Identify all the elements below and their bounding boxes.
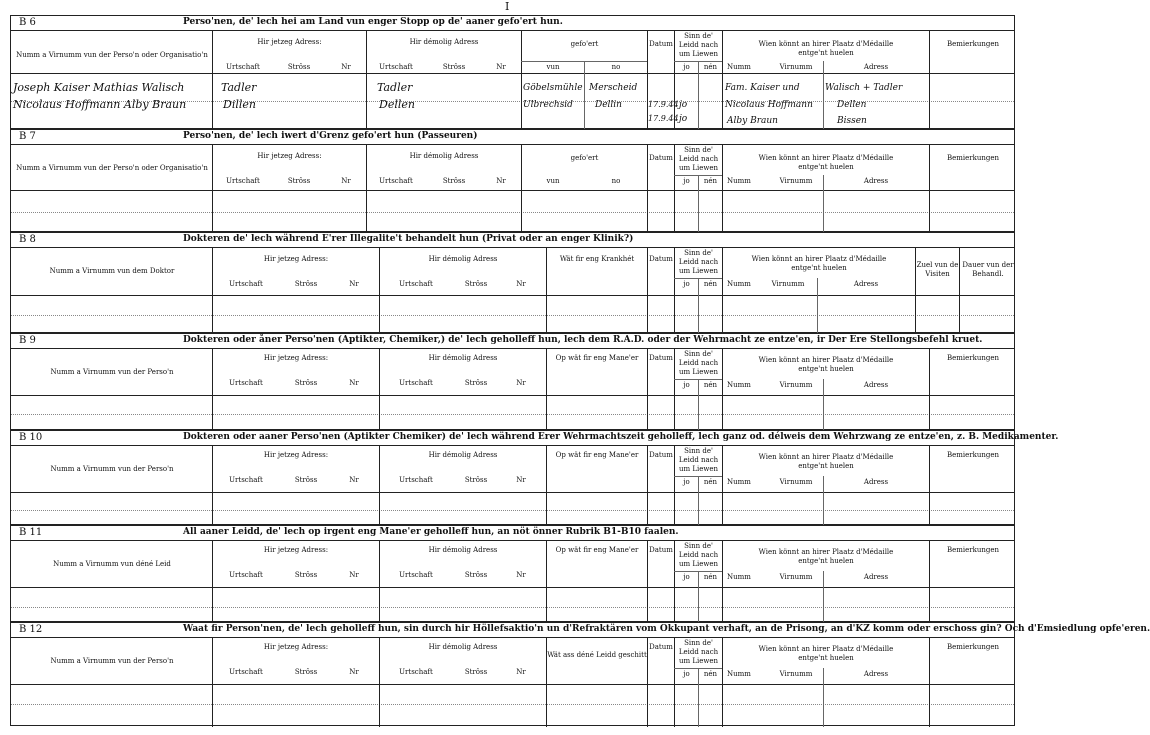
label: Datum: [649, 451, 673, 459]
label: Strôss: [294, 571, 318, 579]
col-header-sinn: [675, 32, 722, 59]
section-b9: [10, 333, 1015, 430]
label: nén: [703, 573, 718, 581]
label: Wien könnt an hirer Plaatz d'Médaille: [758, 645, 894, 653]
section-code: B 9: [19, 335, 36, 346]
label: jo: [683, 280, 690, 288]
label: Urtschaft: [379, 177, 413, 185]
section-title: Waat fir Person'nen, de' lech geholleff hun, sin durch hir Höllefsaktio'n un d'Refraktären vom Okkupant verhaft, an de Prisong, an d'KZ komm oder erschoss gin? Och d'Emsiedlung opfe'eren.: [183, 624, 1150, 634]
section-title: Dokteren oder aaner Perso'nen (Aptikter Chemiker) de' lech während Erer Wehrmachtszeit geholleff, lech ganz od. délweis dem Wehrzwang ze entze'en, z. B. Medikamenter.: [183, 432, 1059, 442]
sub-line: [674, 476, 722, 477]
label: Virnumm: [779, 177, 813, 185]
label: Strôss: [287, 177, 311, 185]
label: Strôss: [442, 177, 466, 185]
sub-line: [674, 379, 722, 380]
section-b11: [10, 525, 1015, 622]
cell: [675, 146, 722, 173]
section-b12: [10, 622, 1150, 726]
entry-from-row2: Ulbrechsid: [523, 100, 573, 110]
sub-no: no: [611, 63, 621, 71]
col-header-bemierkungen: Bemierkungen: [946, 40, 1000, 48]
cell: [675, 639, 722, 666]
label: Numm: [727, 478, 751, 486]
section-title: Dokteren de' lech während E'rer Illegalite't behandelt hun (Privat oder an enger Klinik?): [183, 234, 634, 244]
header-bottom-line: [11, 587, 1014, 588]
sub-adress: Adress: [863, 63, 889, 71]
label: Strôss: [464, 379, 488, 387]
label: um Liewen: [678, 560, 719, 568]
col-header-sickness: Wät fir eng Krankhét: [559, 255, 635, 263]
label: Numm a Virnumm vun der Perso'n: [50, 465, 174, 473]
sub-nr: Nr: [341, 63, 351, 71]
section-header: [11, 233, 1014, 248]
label: Urtschaft: [399, 571, 433, 579]
label: entge'nt huelen: [798, 557, 854, 565]
label: Strôss: [294, 280, 318, 288]
sub-line: [521, 61, 647, 62]
sub-divider: [823, 476, 824, 526]
entry-former-row1: Tadler: [377, 81, 413, 94]
label: gefo'ert: [570, 154, 599, 162]
section-code: B 6: [19, 17, 36, 28]
label: Hir jetzeg Adress:: [263, 354, 329, 362]
section-title: Perso'nen, de' lech iwert d'Grenz gefo'ert hun (Passeuren): [183, 131, 478, 141]
label: Hir démolig Adress: [428, 451, 498, 459]
label: Nr: [496, 177, 506, 185]
label: Leidd nach: [678, 359, 719, 367]
section-b7: [10, 129, 1015, 232]
col-header-name: Numm a Virnumm vun der Perso'n oder Organisatio'n: [16, 51, 208, 59]
label: Sinn de': [684, 542, 713, 550]
sub-urtschaft: Urtschaft: [379, 63, 413, 71]
label: Urtschaft: [229, 668, 263, 676]
label: Sinn de': [684, 32, 713, 40]
row-separator: [11, 704, 1014, 705]
row-separator: [11, 510, 1014, 511]
col-header-former-address: Hir démolig Adress: [409, 38, 479, 46]
section-b10: [10, 430, 1059, 525]
label: Nr: [516, 668, 526, 676]
label: Datum: [649, 546, 673, 554]
sub-nen: nén: [703, 63, 718, 71]
sub-vun: vun: [546, 63, 560, 71]
cell: [675, 447, 722, 474]
section-title: All aaner Leidd, de' lech op irgent eng Mane'er geholleff hun, an nöt önner Rubrik B1-B10 faalen.: [183, 527, 679, 537]
label: Virnumm: [779, 573, 813, 581]
label: vun: [546, 177, 560, 185]
label: Numm: [727, 670, 751, 678]
label: Adress: [853, 280, 879, 288]
label: Hir jetzeg Adress:: [263, 546, 329, 554]
entry-jo-row2: jo: [679, 114, 688, 124]
label: Strôss: [294, 379, 318, 387]
label: Virnumm: [771, 280, 805, 288]
entry-names-row2: Nicolaus Hoffmann Alby Braun: [13, 98, 187, 111]
label: Adress: [863, 381, 889, 389]
label: Wien könnt an hirer Plaatz d'Médaille: [758, 548, 894, 556]
sub-line: [674, 668, 722, 669]
cell: [675, 542, 722, 569]
label: Bemierkungen: [946, 154, 1000, 162]
label: entge'nt huelen: [791, 264, 847, 272]
label: Urtschaft: [399, 476, 433, 484]
label: Numm: [727, 573, 751, 581]
sub-divider: [823, 61, 824, 130]
label: Op wät fir eng Mane'er: [555, 546, 639, 554]
label: Leidd nach: [678, 551, 719, 559]
header-bottom-line: [11, 492, 1014, 493]
sub-numm: Numm: [727, 63, 751, 71]
label: Leidd nach: [678, 648, 719, 656]
label: no: [611, 177, 621, 185]
label: nén: [703, 478, 718, 486]
section-code: B 10: [19, 432, 43, 443]
section-b8: [10, 232, 1015, 333]
col-header-name: Numm a Virnumm vun der Perso'n oder Organisatio'n: [16, 164, 208, 172]
sub-line: [674, 175, 722, 176]
col-header-former-address: Hir démolig Adress: [409, 152, 479, 160]
header-bottom-line: [11, 190, 1014, 191]
col-header-zuel: Zuel vun de Visiten: [916, 261, 959, 278]
sub-jo: jo: [683, 63, 690, 71]
label: Hir démolig Adress: [428, 546, 498, 554]
label: Bemierkungen: [946, 643, 1000, 651]
label: jo: [683, 381, 690, 389]
label: Bemierkungen: [946, 354, 1000, 362]
entry-date-row1: 17.9.44: [648, 100, 679, 109]
cell: [675, 350, 722, 377]
cell: [723, 645, 929, 663]
row-separator: [11, 414, 1014, 415]
label: Bemierkungen: [946, 451, 1000, 459]
label: Strôss: [464, 476, 488, 484]
section-code: B 12: [19, 624, 43, 635]
sub-virnumm: Virnumm: [779, 63, 813, 71]
label: Strôss: [294, 476, 318, 484]
col-header-gefoert: gefo'ert: [570, 40, 599, 48]
sub-line: [674, 571, 722, 572]
label: Urtschaft: [399, 280, 433, 288]
col-header-current-address: Hir jetzeg Adress:: [257, 152, 322, 160]
cell: [723, 548, 929, 566]
entry-current-row2: Dillen: [223, 98, 256, 111]
label: Hir jetzeg Adress:: [263, 255, 329, 263]
cell: [723, 154, 929, 172]
label: jo: [683, 573, 690, 581]
label: Nr: [349, 476, 359, 484]
label: um Liewen: [678, 267, 719, 275]
sub-divider: [823, 175, 824, 233]
label: Wät ass déné Leidd geschitt: [547, 651, 647, 659]
label: Wien könnt an hirer Plaatz d'Médaille: [751, 255, 887, 263]
label: jo: [683, 177, 690, 185]
header-bottom-line: [11, 395, 1014, 396]
label: Wien könnt an hirer Plaatz d'Médaille: [758, 40, 894, 48]
entry-from-row1: Göbelsmühle: [523, 83, 583, 93]
page-number: I: [505, 0, 510, 13]
label: Wien könnt an hirer Plaatz d'Médaille: [758, 154, 894, 162]
sub-urtschaft: Urtschaft: [226, 63, 260, 71]
label: jo: [683, 670, 690, 678]
label: Bemierkungen: [946, 546, 1000, 554]
label: Nr: [349, 280, 359, 288]
entry-medal-row3: Alby Braun: [727, 116, 778, 126]
label: Datum: [649, 643, 673, 651]
row-separator: [11, 607, 1014, 608]
sub-stross: Strôss: [287, 63, 311, 71]
label: Numm a Virnumm vun der Perso'n: [50, 368, 174, 376]
label: um Liewen: [678, 657, 719, 665]
cell: [723, 356, 929, 374]
label: nén: [703, 280, 718, 288]
col-header-medal: [723, 40, 929, 58]
label: Leidd nach: [678, 456, 719, 464]
section-header: [11, 526, 1014, 541]
label: entge'nt huelen: [798, 365, 854, 373]
entry-to-row1: Merscheid: [589, 83, 638, 93]
label: Adress: [863, 478, 889, 486]
label: Urtschaft: [229, 476, 263, 484]
label: Virnumm: [779, 670, 813, 678]
cell: [675, 249, 722, 276]
label: Nr: [516, 379, 526, 387]
label: Adress: [863, 177, 889, 185]
row-separator: [11, 315, 1014, 316]
label: Sinn de': [684, 249, 713, 257]
label: Hir démolig Adress: [428, 354, 498, 362]
label: Sinn de': [684, 350, 713, 358]
label: Adress: [863, 670, 889, 678]
label: Numm: [727, 177, 751, 185]
label: Urtschaft: [226, 177, 260, 185]
section-title: Dokteren oder åner Perso'nen (Aptikter, Chemiker,) de' lech geholleff hun, lech dem R.A.D. oder der Wehrmacht ze entze'en, ir Der Ere Stellongsbefehl kruet.: [183, 335, 983, 345]
label: nén: [703, 381, 718, 389]
label: entge'nt huelen: [798, 49, 854, 57]
entry-date-row2: 17.9.44: [648, 114, 679, 123]
label: Hir jetzeg Adress:: [263, 643, 329, 651]
entry-medal-row1: Fam. Kaiser und: [725, 83, 800, 93]
sub-line: [674, 278, 722, 279]
label: Urtschaft: [229, 379, 263, 387]
label: Op wät fir eng Mane'er: [555, 451, 639, 459]
label: nén: [703, 670, 718, 678]
label: Leidd nach: [678, 258, 719, 266]
entry-to-row2: Dellin: [595, 100, 622, 110]
label: Hir démolig Adress: [428, 643, 498, 651]
label: Numm a Virnumm vun der Perso'n: [50, 657, 174, 665]
section-header: [11, 16, 1014, 31]
label: Sinn de': [684, 447, 713, 455]
label: Strôss: [294, 668, 318, 676]
label: Datum: [649, 154, 673, 162]
label: Leidd nach: [678, 155, 719, 163]
col-header-current-address: Hir jetzeg Adress:: [257, 38, 322, 46]
sub-line: [674, 61, 722, 62]
cell: [723, 255, 915, 273]
section-header: [11, 130, 1014, 145]
label: Urtschaft: [399, 668, 433, 676]
entry-current-row1: Tadler: [221, 81, 257, 94]
label: Urtschaft: [229, 571, 263, 579]
label: Virnumm: [779, 478, 813, 486]
label: Nr: [516, 476, 526, 484]
label: Datum: [649, 255, 673, 263]
sub-divider: [817, 278, 818, 334]
label: Urtschaft: [399, 379, 433, 387]
label: Op wät fir eng Mane'er: [555, 354, 639, 362]
label: entge'nt huelen: [798, 654, 854, 662]
header-bottom-line: [11, 73, 1014, 74]
section-title: Perso'nen, de' lech hei am Land vun enger Stopp op de' aaner gefo'ert hun.: [183, 17, 563, 27]
label: Wien könnt an hirer Plaatz d'Médaille: [758, 356, 894, 364]
label: Strôss: [464, 280, 488, 288]
label: um Liewen: [678, 164, 719, 172]
header-bottom-line: [11, 295, 1014, 296]
label: Strôss: [464, 668, 488, 676]
entry-medal-r1c2: Walisch + Tadler: [825, 83, 903, 93]
entry-jo-row1: jo: [679, 100, 688, 110]
label: Wien könnt an hirer Plaatz d'Médaille: [758, 453, 894, 461]
label: Numm a Virnumm vun déné Leid: [53, 560, 171, 568]
label: Nr: [349, 571, 359, 579]
label: entge'nt huelen: [798, 163, 854, 171]
entry-medal-row2: Nicolaus Hoffmann: [725, 100, 813, 110]
label: um Liewen: [678, 50, 719, 58]
cell: [723, 453, 929, 471]
col-header-dauer: Dauer vun der Behandl.: [962, 261, 1014, 278]
label: jo: [683, 478, 690, 486]
section-b6: [10, 15, 1015, 129]
label: Urtschaft: [229, 280, 263, 288]
section-header: [11, 431, 1059, 446]
label: Numm: [727, 381, 751, 389]
label: Strôss: [464, 571, 488, 579]
sub-stross: Strôss: [442, 63, 466, 71]
entry-medal-r2c2: Dellen: [837, 100, 867, 110]
label: Hir démolig Adress: [428, 255, 498, 263]
label: um Liewen: [678, 368, 719, 376]
label: nén: [703, 177, 718, 185]
label: Datum: [649, 354, 673, 362]
label: Sinn de': [684, 639, 713, 647]
sub-nr: Nr: [496, 63, 506, 71]
sub-divider: [823, 379, 824, 431]
section-code: B 7: [19, 131, 36, 142]
col-header-name: Numm a Virnumm vun dem Doktor: [49, 267, 175, 275]
sub-divider: [823, 668, 824, 727]
row-separator: [11, 212, 1014, 213]
label: Nr: [349, 379, 359, 387]
label: Nr: [349, 668, 359, 676]
label: Numm: [727, 280, 751, 288]
label: Adress: [863, 573, 889, 581]
sub-divider: [823, 571, 824, 623]
label: Nr: [516, 571, 526, 579]
entry-medal-r3c2: Bissen: [837, 116, 867, 126]
entry-names-row1: Joseph Kaiser Mathias Walisch: [13, 81, 185, 94]
label: Leidd nach: [678, 41, 719, 49]
section-header: [11, 334, 1014, 349]
section-code: B 8: [19, 234, 36, 245]
label: Hir jetzeg Adress:: [263, 451, 329, 459]
section-header: [11, 623, 1150, 638]
label: um Liewen: [678, 465, 719, 473]
entry-former-row2: Dellen: [379, 98, 415, 111]
label: entge'nt huelen: [798, 462, 854, 470]
col-header-datum: Datum: [649, 40, 673, 48]
label: Sinn de': [684, 146, 713, 154]
label: Nr: [341, 177, 351, 185]
section-code: B 11: [19, 527, 43, 538]
label: Virnumm: [779, 381, 813, 389]
header-bottom-line: [11, 684, 1014, 685]
label: Nr: [516, 280, 526, 288]
